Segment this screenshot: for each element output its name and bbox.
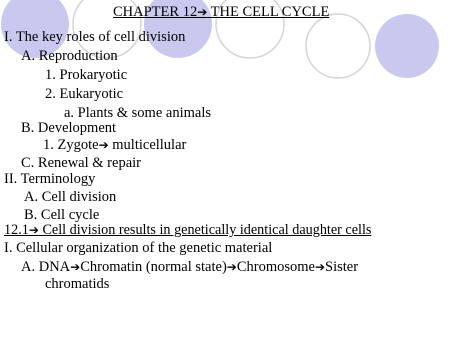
outline-line-13: I. Cellular organization of the genetic material	[4, 240, 273, 256]
outline-line-9: II. Terminology	[4, 171, 96, 187]
outline-line-5: a. Plants & some animals	[64, 105, 211, 121]
line-14-a: A. DNA	[21, 259, 71, 275]
arrow-icon: ➔	[28, 223, 39, 237]
outline-line-11: B. Cell cycle	[24, 207, 100, 223]
outline-line-8: C. Renewal & repair	[21, 155, 141, 171]
title-text-post: THE CELL CYCLE	[207, 4, 330, 20]
outline-line-6: B. Development	[21, 120, 117, 136]
line-12-post: Cell division results in genetically identical daughter cells	[38, 222, 372, 238]
line-7-post: multicellular	[108, 137, 187, 153]
outline-line-10: A. Cell division	[24, 189, 117, 205]
outline-line-14	[21, 259, 358, 276]
circle-6	[375, 14, 439, 78]
line-14-c: Chromosome	[236, 259, 315, 275]
outline-line-1: I. The key roles of cell division	[4, 29, 186, 45]
outline-line-2: A. Reproduction	[21, 48, 118, 64]
title-text: CHAPTER 12	[113, 4, 198, 20]
arrow-icon: ➔	[70, 260, 81, 274]
line-7-pre: 1. Zygote	[43, 137, 99, 153]
outline-line-4: 2. Eukaryotic	[45, 86, 124, 102]
arrow-icon: ➔	[226, 260, 237, 274]
arrow-icon: ➔	[197, 5, 208, 19]
line-14-b: Chromatin (normal state)	[80, 259, 227, 275]
outline-line-7	[43, 137, 186, 154]
outline-line-3: 1. Prokaryotic	[45, 67, 128, 83]
line-14-d: Sister	[325, 259, 359, 275]
circle-5	[306, 14, 370, 78]
line-12-pre: 12.1	[4, 222, 29, 238]
slide-title	[113, 4, 329, 21]
arrow-icon: ➔	[98, 138, 109, 152]
outline-line-15: chromatids	[45, 276, 110, 292]
arrow-icon: ➔	[314, 260, 326, 274]
outline-line-12	[4, 222, 371, 239]
